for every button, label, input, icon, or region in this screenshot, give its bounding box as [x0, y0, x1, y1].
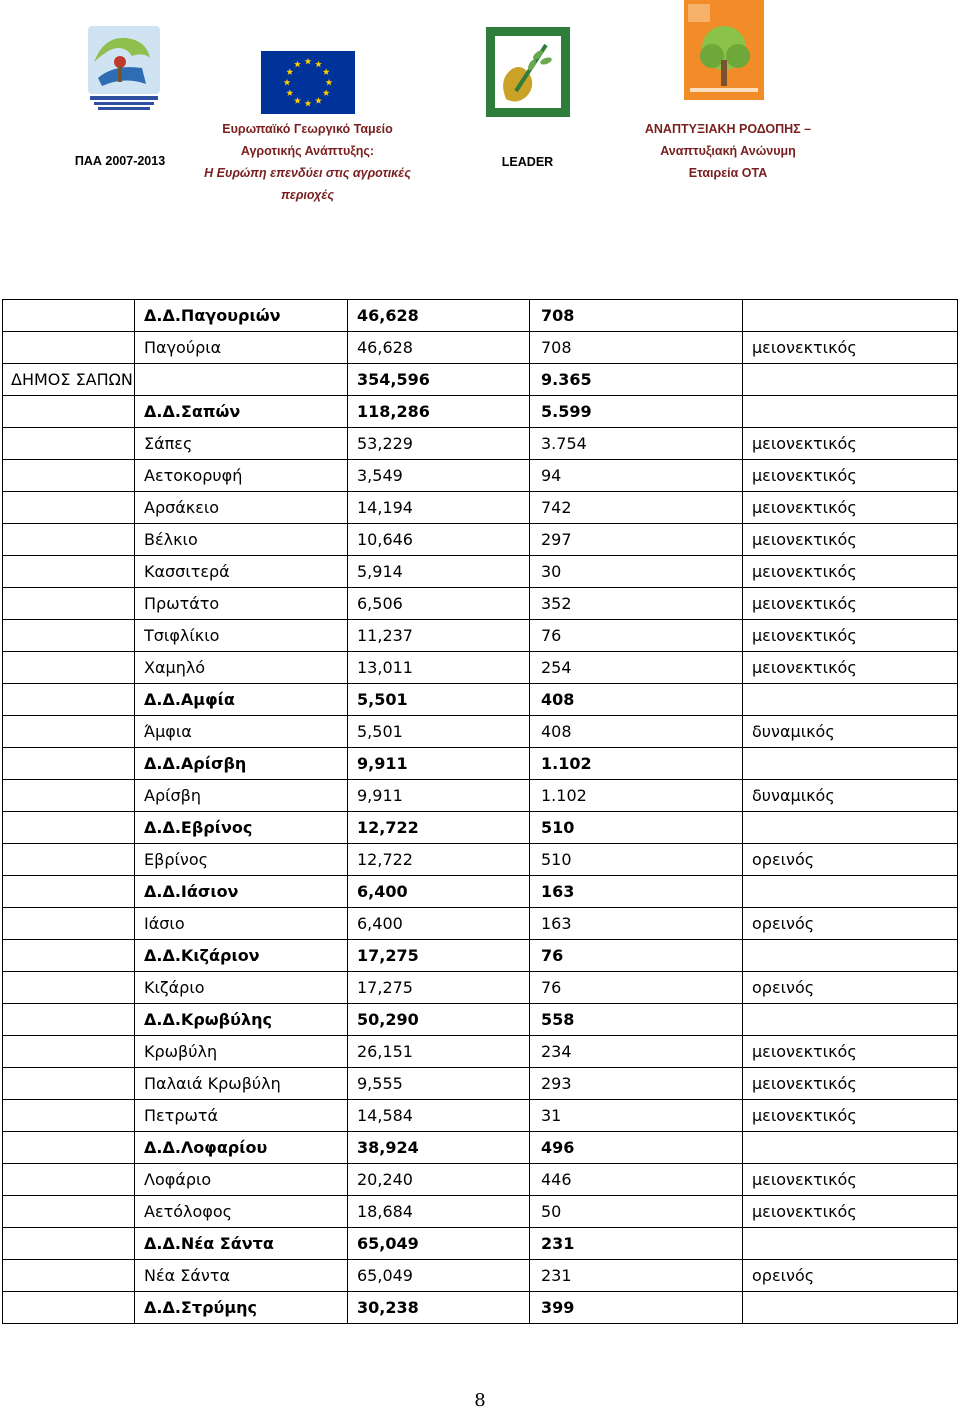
population-cell: 1.102: [530, 780, 743, 812]
municipality-cell: [3, 460, 135, 492]
table-row: [3, 1164, 958, 1196]
district-cell: Δ.Δ.Σαπών: [135, 396, 348, 428]
municipality-cell: [3, 620, 135, 652]
table-row: [3, 1004, 958, 1036]
population-cell: 3.754: [530, 428, 743, 460]
municipality-cell: [3, 780, 135, 812]
area-cell: 17,275: [348, 940, 530, 972]
population-cell: 399: [530, 1292, 743, 1324]
zone-type-cell: μειονεκτικός: [743, 620, 958, 652]
population-cell: 293: [530, 1068, 743, 1100]
zone-type-cell: μειονεκτικός: [743, 1036, 958, 1068]
zone-type-cell: [743, 1228, 958, 1260]
table-row: [3, 1260, 958, 1292]
zone-type-cell: μειονεκτικός: [743, 1068, 958, 1100]
header-eafrd-line: Ευρωπαϊκό Γεωργικό Ταμείο: [222, 122, 393, 136]
population-cell: 9.365: [530, 364, 743, 396]
table-row: [3, 332, 958, 364]
header-rodopi-line: Αναπτυξιακή Ανώνυμη: [660, 144, 796, 158]
zone-type-cell: [743, 812, 958, 844]
area-cell: 18,684: [348, 1196, 530, 1228]
population-cell: 742: [530, 492, 743, 524]
district-cell: Σάπες: [135, 428, 348, 460]
area-cell: 26,151: [348, 1036, 530, 1068]
zone-type-cell: μειονεκτικός: [743, 588, 958, 620]
table-row: [3, 844, 958, 876]
area-cell: 5,501: [348, 684, 530, 716]
district-cell: Δ.Δ.Λοφαρίου: [135, 1132, 348, 1164]
population-cell: 558: [530, 1004, 743, 1036]
zone-type-cell: [743, 1292, 958, 1324]
zone-type-cell: ορεινός: [743, 908, 958, 940]
population-cell: 510: [530, 812, 743, 844]
population-cell: 76: [530, 940, 743, 972]
population-table: [2, 299, 958, 1324]
municipality-cell: [3, 876, 135, 908]
table-row: [3, 428, 958, 460]
population-cell: 408: [530, 684, 743, 716]
area-cell: 12,722: [348, 812, 530, 844]
area-cell: 6,400: [348, 908, 530, 940]
zone-type-cell: [743, 876, 958, 908]
area-cell: 12,722: [348, 844, 530, 876]
table-row: [3, 492, 958, 524]
district-cell: Δ.Δ.Κιζάριον: [135, 940, 348, 972]
zone-type-cell: [743, 1004, 958, 1036]
district-cell: Κιζάριο: [135, 972, 348, 1004]
area-cell: 50,290: [348, 1004, 530, 1036]
area-cell: 11,237: [348, 620, 530, 652]
table-row: [3, 748, 958, 780]
table-row: [3, 396, 958, 428]
municipality-cell: ΔΗΜΟΣ ΣΑΠΩΝ: [3, 364, 135, 396]
population-cell: 163: [530, 908, 743, 940]
population-cell: 352: [530, 588, 743, 620]
area-cell: 14,194: [348, 492, 530, 524]
table-row: [3, 780, 958, 812]
area-cell: 30,238: [348, 1292, 530, 1324]
eu-flag-logo: [261, 51, 355, 114]
zone-type-cell: [743, 396, 958, 428]
rural-development-programme-logo: [84, 22, 164, 112]
municipality-cell: [3, 1292, 135, 1324]
municipality-cell: [3, 716, 135, 748]
area-cell: 5,501: [348, 716, 530, 748]
table-row: [3, 908, 958, 940]
district-cell: Δ.Δ.Στρύμης: [135, 1292, 348, 1324]
header-rodopi-line: Εταιρεία ΟΤΑ: [688, 166, 768, 180]
table-row: [3, 1292, 958, 1324]
zone-type-cell: μειονεκτικός: [743, 428, 958, 460]
area-cell: 354,596: [348, 364, 530, 396]
zone-type-cell: μειονεκτικός: [743, 1164, 958, 1196]
municipality-cell: [3, 972, 135, 1004]
population-cell: 76: [530, 972, 743, 1004]
zone-type-cell: μειονεκτικός: [743, 652, 958, 684]
district-cell: Κασσιτερά: [135, 556, 348, 588]
area-cell: 10,646: [348, 524, 530, 556]
municipality-cell: [3, 1228, 135, 1260]
area-cell: 17,275: [348, 972, 530, 1004]
municipality-cell: [3, 1132, 135, 1164]
municipality-cell: [3, 1036, 135, 1068]
header-programme: [60, 150, 180, 172]
table-row: [3, 652, 958, 684]
table-row: [3, 812, 958, 844]
zone-type-cell: [743, 684, 958, 716]
district-cell: [135, 364, 348, 396]
zone-type-cell: δυναμικός: [743, 716, 958, 748]
area-cell: 38,924: [348, 1132, 530, 1164]
population-cell: 408: [530, 716, 743, 748]
district-cell: Χαμηλό: [135, 652, 348, 684]
district-cell: Εβρίνος: [135, 844, 348, 876]
district-cell: Αετοκορυφή: [135, 460, 348, 492]
area-cell: 13,011: [348, 652, 530, 684]
header-programme-line: ΠΑΑ 2007-2013: [74, 154, 166, 168]
municipality-cell: [3, 556, 135, 588]
zone-type-cell: μειονεκτικός: [743, 1196, 958, 1228]
population-cell: 30: [530, 556, 743, 588]
zone-type-cell: [743, 300, 958, 332]
zone-type-cell: μειονεκτικός: [743, 492, 958, 524]
district-cell: Αρίσβη: [135, 780, 348, 812]
table-row: [3, 524, 958, 556]
header-eafrd-slogan: Η Ευρώπη επενδύει στις αγροτικές: [204, 166, 411, 180]
area-cell: 9,555: [348, 1068, 530, 1100]
district-cell: Δ.Δ.Νέα Σάντα: [135, 1228, 348, 1260]
area-cell: 53,229: [348, 428, 530, 460]
municipality-cell: [3, 428, 135, 460]
rodopi-development-logo: [684, 0, 764, 100]
population-cell: 510: [530, 844, 743, 876]
zone-type-cell: [743, 748, 958, 780]
population-cell: 708: [530, 332, 743, 364]
header-rodopi: [618, 118, 838, 184]
population-cell: 5.599: [530, 396, 743, 428]
zone-type-cell: ορεινός: [743, 844, 958, 876]
municipality-cell: [3, 748, 135, 780]
district-cell: Παλαιά Κρωβύλη: [135, 1068, 348, 1100]
population-cell: 76: [530, 620, 743, 652]
population-cell: 297: [530, 524, 743, 556]
area-cell: 9,911: [348, 748, 530, 780]
population-cell: 234: [530, 1036, 743, 1068]
zone-type-cell: [743, 1132, 958, 1164]
municipality-cell: [3, 940, 135, 972]
zone-type-cell: μειονεκτικός: [743, 460, 958, 492]
municipality-cell: [3, 812, 135, 844]
population-cell: 496: [530, 1132, 743, 1164]
population-cell: 254: [530, 652, 743, 684]
district-cell: Τσιφλίκιο: [135, 620, 348, 652]
table-row: [3, 460, 958, 492]
zone-type-cell: [743, 940, 958, 972]
area-cell: 3,549: [348, 460, 530, 492]
header-leader: [470, 151, 585, 173]
municipality-cell: [3, 588, 135, 620]
table-row: [3, 556, 958, 588]
municipality-cell: [3, 524, 135, 556]
header-rodopi-line: ΑΝΑΠΤΥΞΙΑΚΗ ΡΟΔΟΠΗΣ –: [644, 122, 812, 136]
table-row: [3, 364, 958, 396]
table-row: [3, 620, 958, 652]
zone-type-cell: ορεινός: [743, 1260, 958, 1292]
district-cell: Βέλκιο: [135, 524, 348, 556]
zone-type-cell: δυναμικός: [743, 780, 958, 812]
population-cell: 231: [530, 1260, 743, 1292]
municipality-cell: [3, 684, 135, 716]
municipality-cell: [3, 1004, 135, 1036]
area-cell: 46,628: [348, 332, 530, 364]
municipality-cell: [3, 332, 135, 364]
zone-type-cell: ορεινός: [743, 972, 958, 1004]
zone-type-cell: μειονεκτικός: [743, 1100, 958, 1132]
zone-type-cell: μειονεκτικός: [743, 556, 958, 588]
municipality-cell: [3, 908, 135, 940]
population-cell: 708: [530, 300, 743, 332]
district-cell: Άμφια: [135, 716, 348, 748]
district-cell: Αρσάκειο: [135, 492, 348, 524]
district-cell: Δ.Δ.Παγουριών: [135, 300, 348, 332]
municipality-cell: [3, 1260, 135, 1292]
population-cell: 163: [530, 876, 743, 908]
table-row: [3, 1036, 958, 1068]
population-cell: 94: [530, 460, 743, 492]
district-cell: Πρωτάτο: [135, 588, 348, 620]
district-cell: Δ.Δ.Αμφία: [135, 684, 348, 716]
area-cell: 118,286: [348, 396, 530, 428]
table-row: [3, 716, 958, 748]
area-cell: 20,240: [348, 1164, 530, 1196]
district-cell: Ιάσιο: [135, 908, 348, 940]
table-row: [3, 972, 958, 1004]
table-row: [3, 1100, 958, 1132]
district-cell: Δ.Δ.Εβρίνος: [135, 812, 348, 844]
district-cell: Δ.Δ.Αρίσβη: [135, 748, 348, 780]
municipality-cell: [3, 844, 135, 876]
population-cell: 446: [530, 1164, 743, 1196]
table-row: [3, 876, 958, 908]
district-cell: Νέα Σάντα: [135, 1260, 348, 1292]
table-row: [3, 588, 958, 620]
population-cell: 50: [530, 1196, 743, 1228]
area-cell: 6,506: [348, 588, 530, 620]
area-cell: 14,584: [348, 1100, 530, 1132]
area-cell: 9,911: [348, 780, 530, 812]
table-row: [3, 940, 958, 972]
district-cell: Κρωβύλη: [135, 1036, 348, 1068]
district-cell: Λοφάριο: [135, 1164, 348, 1196]
header-eafrd-slogan: περιοχές: [280, 188, 335, 202]
leader-logo: [486, 27, 570, 117]
municipality-cell: [3, 396, 135, 428]
table-row: [3, 1132, 958, 1164]
municipality-cell: [3, 1100, 135, 1132]
table-row: [3, 684, 958, 716]
table-row: [3, 1068, 958, 1100]
district-cell: Παγούρια: [135, 332, 348, 364]
population-cell: 231: [530, 1228, 743, 1260]
table-row: [3, 1196, 958, 1228]
area-cell: 65,049: [348, 1228, 530, 1260]
zone-type-cell: [743, 364, 958, 396]
municipality-cell: [3, 652, 135, 684]
area-cell: 46,628: [348, 300, 530, 332]
table-row: [3, 300, 958, 332]
municipality-cell: [3, 300, 135, 332]
header-leader-line: LEADER: [501, 155, 554, 169]
zone-type-cell: μειονεκτικός: [743, 332, 958, 364]
population-cell: 31: [530, 1100, 743, 1132]
municipality-cell: [3, 1196, 135, 1228]
district-cell: Πετρωτά: [135, 1100, 348, 1132]
table-row: [3, 1228, 958, 1260]
area-cell: 65,049: [348, 1260, 530, 1292]
page-number: 8: [474, 1390, 486, 1411]
zone-type-cell: μειονεκτικός: [743, 524, 958, 556]
district-cell: Δ.Δ.Κρωβύλης: [135, 1004, 348, 1036]
district-cell: Αετόλοφος: [135, 1196, 348, 1228]
district-cell: Δ.Δ.Ιάσιον: [135, 876, 348, 908]
header-eafrd-line: Αγροτικής Ανάπτυξης:: [240, 144, 375, 158]
municipality-cell: [3, 1164, 135, 1196]
population-cell: 1.102: [530, 748, 743, 780]
municipality-cell: [3, 492, 135, 524]
municipality-cell: [3, 1068, 135, 1100]
area-cell: 5,914: [348, 556, 530, 588]
header-eafrd: [180, 118, 435, 206]
area-cell: 6,400: [348, 876, 530, 908]
